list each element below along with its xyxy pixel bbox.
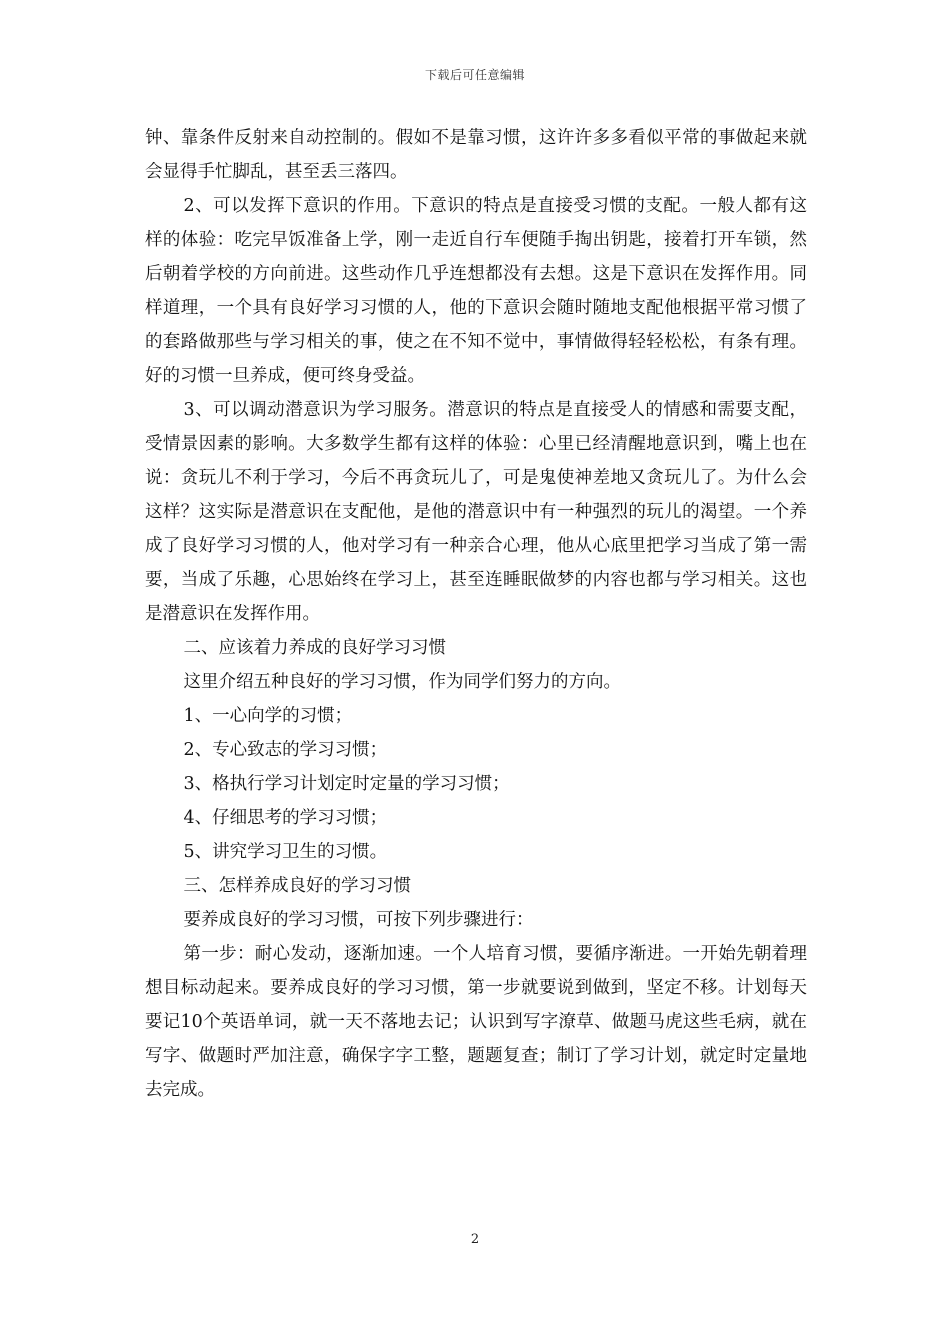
section-heading-habits-to-build: 二、应该着力养成的良好学习习惯 xyxy=(183,638,446,658)
paragraph-steps-intro: 要养成良好的学习习惯，可按下列步骤进行： xyxy=(183,910,534,930)
list-item-habit-5: 5、讲究学习卫生的习惯。 xyxy=(183,842,388,862)
list-item-habit-4: 4、仔细思考的学习习惯； xyxy=(183,808,388,828)
paragraph-intro-five-habits: 这里介绍五种良好的学习习惯，作为同学们努力的方向。 xyxy=(183,672,621,692)
body-text xyxy=(145,121,807,1107)
paragraph-step-one: 第一步：耐心发动，逐渐加速。一个人培育习惯，要循序渐进。一开始先朝着理想目标动起来。要养成良好的学习习惯，第一步就要说到做到，坚定不移。计划每天要记10个英语单词，就一天不落地去记；认识到写字潦草、做题马虎这些毛病，就在写字、做题时严加注意，确保字字工整，题题复查；制订了学习计划，就定时定量地去完成。 xyxy=(145,944,807,1100)
section-heading-how-to-build: 三、怎样养成良好的学习习惯 xyxy=(183,876,411,896)
header-note: 下载后可任意编辑 xyxy=(424,68,525,82)
paragraph-continuation: 钟、靠条件反射来自动控制的。假如不是靠习惯，这许许多多看似平常的事做起来就会显得手忙脚乱，甚至丢三落四。 xyxy=(145,128,807,182)
list-item-habit-3: 3、格执行学习计划定时定量的学习习惯； xyxy=(183,774,510,794)
paragraph-latent-consciousness: 3、可以调动潜意识为学习服务。潜意识的特点是直接受人的情感和需要支配，受情景因素的影响。大多数学生都有这样的体验：心里已经清醒地意识到，嘴上也在说：贪玩儿不利于学习，今后不再贪玩儿了，可是鬼使神差地又贪玩儿了。为什么会这样？这实际是潜意识在支配他，是他的潜意识中有一种强烈的玩儿的渴望。一个养成了良好学习习惯的人，他对学习有一种亲合心理，他从心底里把学习当成了第一需要，当成了乐趣，心思始终在学习上，甚至连睡眠做梦的内容也都与学习相关。这也是潜意识在发挥作用。 xyxy=(145,400,807,624)
page-number: 2 xyxy=(470,1232,480,1247)
paragraph-subconscious: 2、可以发挥下意识的作用。下意识的特点是直接受习惯的支配。一般人都有这样的体验：吃完早饭准备上学，刚一走近自行车便随手掏出钥匙，接着打开车锁，然后朝着学校的方向前进。这些动作几乎连想都没有去想。这是下意识在发挥作用。同样道理，一个具有良好学习习惯的人，他的下意识会随时随地支配他根据平常习惯了的套路做那些与学习相关的事，使之在不知不觉中，事情做得轻轻松松，有条有理。好的习惯一旦养成，便可终身受益。 xyxy=(145,196,807,386)
list-item-habit-1: 1、一心向学的习惯； xyxy=(183,706,353,726)
list-item-habit-2: 2、专心致志的学习习惯； xyxy=(183,740,388,760)
